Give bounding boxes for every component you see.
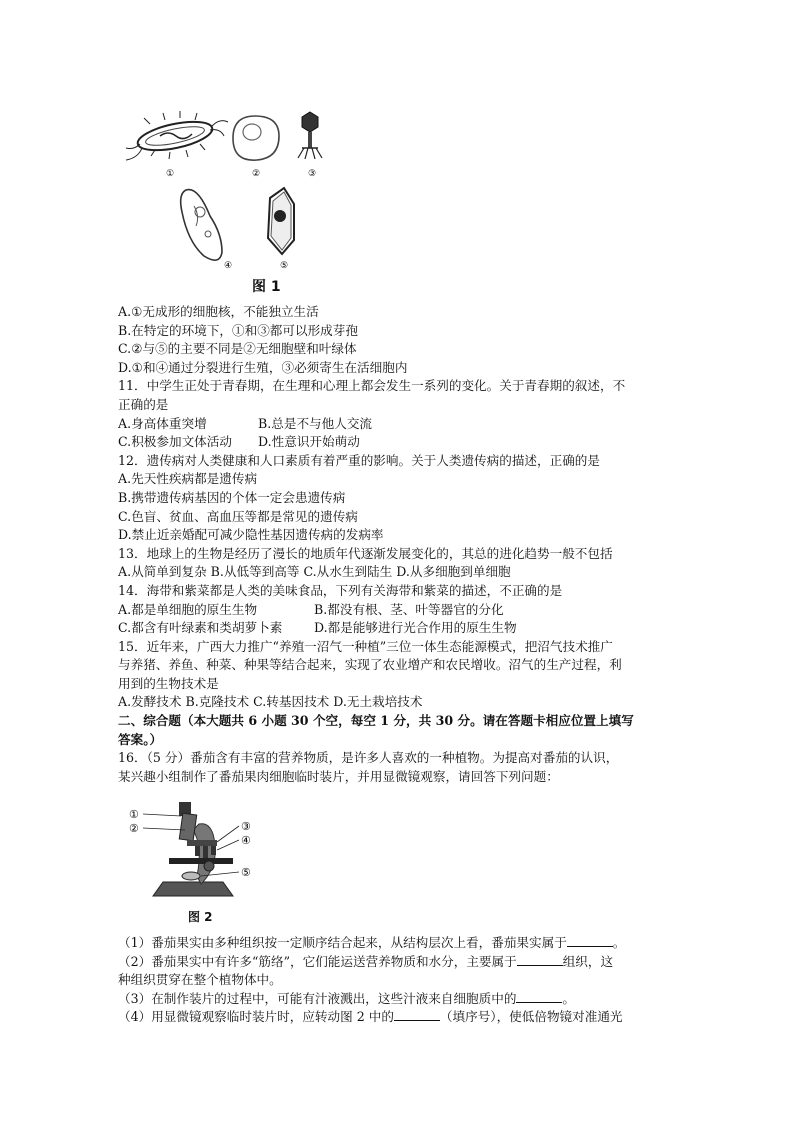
q16-sub2-cont: 种组织贯穿在整个植物体中。: [118, 972, 282, 988]
q15-line3: 用到的生物技术是: [118, 675, 219, 691]
q11-stem-line1: 11．中学生正处于青春期，在生理和心理上都会发生一系列的变化。关于青春期的叙述，不: [118, 378, 626, 394]
q12-option-a: A.先天性疾病都是遗传病: [118, 471, 258, 487]
q16-sub2-end: 组织，这: [562, 953, 614, 969]
q16-sub2: [118, 953, 688, 972]
microscope-drawing: [125, 800, 265, 908]
q14-option-b: B.都没有根、茎、叶等器官的分化: [314, 601, 504, 617]
figure-1-label-5: ⑤: [279, 261, 289, 271]
q14-option-d: D.都是能够进行光合作用的原生生物: [314, 620, 517, 636]
figure-2-caption: 图 2: [188, 910, 213, 924]
q10-option-c: C.②与⑤的主要不同是②无细胞壁和叶绿体: [118, 341, 357, 357]
q15-options: A.发酵技术 B.克隆技术 C.转基因技术 D.无土栽培技术: [118, 694, 423, 710]
figure-1-caption: 图 1: [252, 279, 281, 295]
q14-options-row1: [118, 601, 688, 620]
q11-option-c: C.积极参加文体活动: [118, 434, 232, 450]
plant-cell-drawing: [268, 188, 294, 271]
question-10-options: [118, 303, 688, 786]
q10-option-d: D.①和④通过分裂进行生殖，③必须寄生在活细胞内: [118, 359, 408, 375]
figure-1-label-2: ②: [251, 169, 261, 179]
q12-stem: 12．遗传病对人类健康和人口素质有着严重的影响。关于人类遗传病的描述，正确的是: [118, 452, 600, 468]
q16-sub2-text: （2）番茄果实中有许多“筋络”，它们能运送营养物质和水分，主要属于: [118, 953, 517, 969]
q11-stem-line2: 正确的是: [118, 396, 169, 412]
q13-options: A.从简单到复杂 B.从低等到高等 C.从水生到陆生 D.从多细胞到单细胞: [118, 564, 511, 580]
figure-1: [120, 108, 340, 293]
q14-options-row2: [118, 619, 688, 638]
virus-drawing: [298, 112, 322, 179]
q15-line1: 15．近年来，广西大力推广“养殖一沼气一种植”三位一体生态能源模式，把沼气技术推广: [118, 638, 613, 654]
section-2-heading-line2: 答案。）: [118, 731, 163, 747]
paramecium-drawing: [181, 190, 232, 271]
q14-stem: 14．海带和紫菜都是人类的美味食品，下列有关海带和紫菜的描述，不正确的是: [118, 582, 563, 598]
animal-cell-drawing: [233, 116, 279, 179]
q11-options-row1: [118, 415, 688, 434]
figure-2-label-4: ④: [241, 834, 251, 847]
q16-sub1: [118, 934, 688, 953]
q12-option-c: C.色盲、贫血、高血压等都是常见的遗传病: [118, 508, 358, 524]
q16-sub3-end: 。: [562, 990, 576, 1006]
q10-option-b: B.在特定的环境下，①和③都可以形成芽孢: [118, 322, 358, 338]
q13-stem: 13．地球上的生物是经历了漫长的地质年代逐渐发展变化的，其总的进化趋势一般不包括: [118, 545, 613, 561]
q16-sub2-answer-blank[interactable]: [517, 955, 563, 966]
section-2-heading-line1: 二、综合题（本大题共 6 小题 30 个空，每空 1 分，共 30 分。请在答题卡相应位置上填写: [118, 713, 634, 729]
q15-line2: 与养猪、养鱼、种菜、种果等结合起来，实现了农业增产和农民增收。沼气的生产过程，利: [118, 657, 622, 673]
q11-option-a: A.身高体重突增: [118, 415, 207, 431]
q14-option-a: A.都是单细胞的原生生物: [118, 601, 258, 617]
figure-2-label-2: ②: [129, 822, 139, 835]
figure-1-drawing: [120, 108, 340, 273]
figure-2: [125, 800, 265, 925]
q16-line1: 16．（5 分）番茄含有丰富的营养物质，是许多人喜欢的一种植物。为提高对番茄的认识，: [118, 750, 619, 766]
q16-sub1-text: （1）番茄果实由多种组织按一定顺序结合起来，从结构层次上看，番茄果实属于: [118, 935, 567, 950]
q16-sub4: [118, 1008, 688, 1027]
q11-option-b: B.总是不与他人交流: [258, 415, 373, 431]
q12-option-d: D.禁止近亲婚配可减少隐性基因遗传病的发病率: [118, 527, 384, 543]
q16-subquestions: [118, 934, 688, 1027]
figure-1-label-4: ④: [223, 261, 233, 271]
q16-sub4-text: （4）用显微镜观察临时装片时，应转动图 2 中的: [118, 1009, 394, 1025]
figure-2-label-3: ③: [241, 820, 251, 833]
q11-options-row2: [118, 433, 688, 452]
q16-sub3-answer-blank[interactable]: [516, 992, 562, 1003]
q14-option-c: C.都含有叶绿素和类胡萝卜素: [118, 620, 283, 636]
q12-option-b: B.携带遗传病基因的个体一定会患遗传病: [118, 489, 346, 505]
q16-sub1-end: 。: [612, 935, 626, 950]
figure-2-label-1: ①: [129, 808, 139, 821]
q16-sub3: [118, 990, 688, 1009]
figure-2-label-5: ⑤: [241, 866, 251, 879]
bacterium-drawing: [126, 111, 228, 179]
q16-line2: 某兴趣小组制作了番茄果肉细胞临时装片，并用显微镜观察，请回答下列问题：: [118, 768, 559, 784]
figure-1-label-3: ③: [307, 169, 317, 179]
figure-1-label-1: ①: [165, 169, 175, 179]
q11-option-d: D.性意识开始萌动: [258, 434, 360, 450]
q16-sub3-text: （3）在制作装片的过程中，可能有汁液溅出，这些汁液来自细胞质中的: [118, 990, 517, 1006]
q16-sub4-answer-blank[interactable]: [394, 1010, 440, 1021]
q16-sub4-end: （填序号），使低倍物镜对准通光: [439, 1009, 623, 1025]
q10-option-a: A.①无成形的细胞核，不能独立生活: [118, 304, 319, 319]
q16-sub1-answer-blank[interactable]: [567, 936, 613, 947]
